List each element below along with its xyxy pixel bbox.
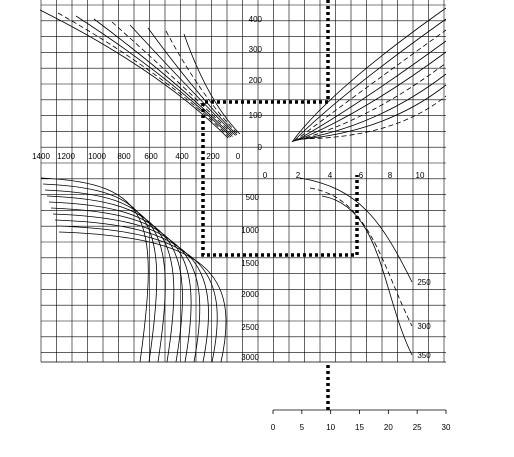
curve-upper-left xyxy=(58,13,230,138)
bottom-scale-label: 25 xyxy=(412,423,422,432)
curve-lower-left xyxy=(57,226,217,362)
bottom-scale-label: 20 xyxy=(383,423,393,432)
bottom-scale-label: 15 xyxy=(355,423,364,432)
curve-upper-right xyxy=(292,8,446,142)
bottom-scale-label: 5 xyxy=(299,423,305,432)
tick-upper-left-x: 400 xyxy=(175,152,189,161)
tick-upper-right-x: 4 xyxy=(327,171,333,180)
tick-upper-right-y: 200 xyxy=(248,76,262,85)
curve-label-lower-right: 300 xyxy=(417,322,431,331)
curve-upper-left xyxy=(166,31,239,135)
curve-upper-right xyxy=(294,30,446,141)
curve-upper-right xyxy=(296,41,446,141)
tick-lower-left-y: 3000 xyxy=(241,353,259,362)
tick-upper-right-x: 10 xyxy=(415,171,425,180)
example-path-main xyxy=(203,0,357,255)
curve-lower-left xyxy=(55,220,209,362)
bottom-scale-label: 30 xyxy=(441,423,451,432)
tick-upper-right-y: 0 xyxy=(257,143,262,152)
tick-upper-right-x: 6 xyxy=(358,171,364,180)
tick-upper-left-x: 800 xyxy=(117,152,131,161)
curve-upper-left xyxy=(112,22,234,136)
curve-lower-left xyxy=(53,214,200,362)
tick-lower-left-y: 2000 xyxy=(241,290,259,299)
example-path xyxy=(203,0,357,410)
tick-upper-left-x: 1200 xyxy=(57,152,75,161)
bottom-scale xyxy=(271,410,451,432)
curve-upper-right xyxy=(300,85,446,139)
bottom-scale-label: 10 xyxy=(326,423,336,432)
curve-lower-left xyxy=(47,196,174,362)
curve-label-lower-right: 350 xyxy=(417,351,431,360)
tick-upper-right-y: 400 xyxy=(248,15,262,24)
curve-label-lower-right: 250 xyxy=(417,278,431,287)
tick-upper-right-y: 300 xyxy=(248,45,262,54)
curve-upper-right xyxy=(293,19,446,142)
tick-upper-right-x: 8 xyxy=(387,171,393,180)
chart-grid xyxy=(41,0,446,362)
tick-upper-left-x: 600 xyxy=(144,152,158,161)
tick-lower-left-y: 500 xyxy=(245,193,259,202)
tick-upper-right-x: 0 xyxy=(262,171,268,180)
tick-labels xyxy=(32,15,425,362)
curve-upper-left xyxy=(130,25,236,136)
tick-upper-left-x: 1000 xyxy=(88,152,106,161)
curve-lower-left xyxy=(45,190,165,362)
tick-upper-right-y: 100 xyxy=(248,111,262,120)
bottom-scale-label: 0 xyxy=(270,423,276,432)
tick-upper-left-x: 0 xyxy=(235,152,241,161)
tick-upper-left-x: 1400 xyxy=(32,152,50,161)
tick-lower-left-y: 1500 xyxy=(241,259,259,268)
tick-upper-right-x: 2 xyxy=(295,171,301,180)
tick-upper-left-x: 200 xyxy=(206,152,220,161)
tick-lower-left-y: 1000 xyxy=(241,226,259,235)
chart-curves xyxy=(40,8,446,362)
tick-lower-left-y: 2500 xyxy=(241,323,259,332)
